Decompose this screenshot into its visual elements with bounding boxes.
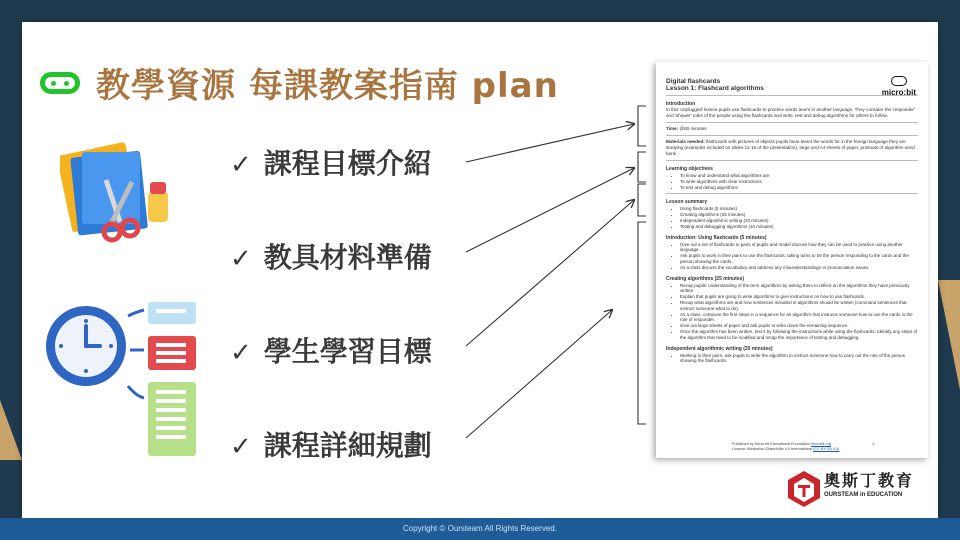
logo-tagline: OURSTEAM in EDUCATION	[824, 492, 903, 498]
list-item: • Using flashcards (5 minutes)	[680, 206, 918, 212]
microbit-logo: micro:bit	[882, 76, 916, 97]
list-item: • Once the algorithm has been written, test it by following the instructions while using the flashcards. Identify any steps of the algorithm that need to be modified and recap the importance of testing and debugging.	[680, 329, 918, 341]
list-item: • Recap pupils' understanding of the term algorithms by asking them to reflect on the algorithms they have previously written.	[680, 283, 918, 295]
list-item: • Testing and debugging algorithms (10 minutes)	[680, 224, 918, 230]
doc-license-link[interactable]: (CC BY-SA 4.0)	[813, 447, 840, 451]
checklist-label: 課程詳細規劃	[263, 429, 432, 462]
doc-footer: Published by Micro:bit Educational Foundation microbit.org Licence: Attribution-ShareAlike 4.0 International (CC BY-SA 4.0) 1	[732, 442, 875, 451]
list-item: • Give out large sheets of paper and ask pupils to write down the remaining sequence.	[680, 323, 918, 329]
check-icon: ✓	[230, 432, 252, 462]
check-icon: ✓	[230, 338, 252, 368]
list-item: • Independent algorithmic writing (20 minutes)	[680, 218, 918, 224]
doc-section1-heading: Introduction: Using flashcards (5 minutes)	[666, 234, 767, 241]
doc-page-number: 1	[872, 442, 875, 446]
list-item: • Ask pupils to work in their pairs to use the flashcards, taking turns to be the person responding to the cards and the person showing the cards.	[680, 253, 918, 265]
doc-subtitle: Lesson 1: Flashcard algorithms	[666, 85, 764, 92]
list-item: • Give out a set of flashcards to pairs of pupils and model discuss how they can be used to practice using another language.	[680, 242, 918, 254]
list-item: • Recap what algorithms are and how sentences included in algorithms should be written (command sentences that instruct someone what to do).	[680, 300, 918, 312]
list-item: • To write algorithms with clear instructions	[680, 179, 918, 185]
list-item: • Explain that pupils are going to write algorithms to give instructions on how to use flashcards.	[680, 294, 918, 300]
doc-time-value: @60 minutes	[679, 126, 707, 131]
doc-section2-heading: Creating algorithms (25 minutes)	[666, 275, 745, 282]
check-icon: ✓	[230, 150, 252, 180]
doc-materials-value: flashcards with pictures of objects pupils have learnt the words for in the foreign language they are studying (examples included on slides 11-15 of the presentation), large and A4 sheets of paper, printouts of algorithm word bank	[666, 139, 915, 156]
doc-intro-text: In this 'unplugged' lesson pupils use flashcards to practice words learnt in another language. They consider the 'responder' and 'shower' roles of the people using the flashcards and write, test and debug algorithms for others to follow.	[666, 107, 915, 118]
list-item: • Creating algorithms (25 minutes)	[680, 212, 918, 218]
doc-materials-label: Materials needed:	[666, 139, 705, 144]
doc-section3-heading: Independent algorithmic writing (20 minutes)	[666, 345, 773, 352]
oursteam-logo-icon	[786, 470, 822, 508]
doc-time-label: Time:	[666, 126, 679, 131]
doc-title: Digital flashcards	[666, 78, 721, 85]
oursteam-logo	[786, 470, 936, 510]
checklist-label: 課程目標介紹	[263, 147, 432, 180]
doc-summary-heading: Lesson summary	[666, 199, 708, 206]
check-icon: ✓	[230, 244, 252, 274]
doc-objectives-heading: Learning objectives	[666, 166, 713, 172]
logo-name: 奧斯丁教育	[824, 471, 915, 490]
doc-footer-link[interactable]: microbit.org	[811, 442, 832, 446]
list-item: • As a class discuss the vocabulary and address any misunderstandings or pronunciation issues.	[680, 265, 918, 271]
doc-intro-heading: Introduction	[666, 101, 696, 107]
slide-title: 教學資源 每課教案指南 plan	[96, 66, 559, 106]
checklist-label: 學生學習目標	[263, 335, 432, 368]
list-item: • To test and debug algorithms	[680, 185, 918, 191]
list-item: • To know and understand what algorithms are	[680, 173, 918, 179]
checklist-label: 教具材料準備	[263, 241, 432, 274]
list-item: • As a class, compose the first steps in a sequence for an algorithm that instructs someone how to use the cards in the role of responder.	[680, 312, 918, 324]
copyright-footer: Copyright © Oursteam All Rights Reserved.	[0, 518, 960, 540]
list-item: • Working in their pairs, ask pupils to write the algorithm to instruct someone how to carry out the role of the person showing the flashcards.	[680, 353, 918, 365]
